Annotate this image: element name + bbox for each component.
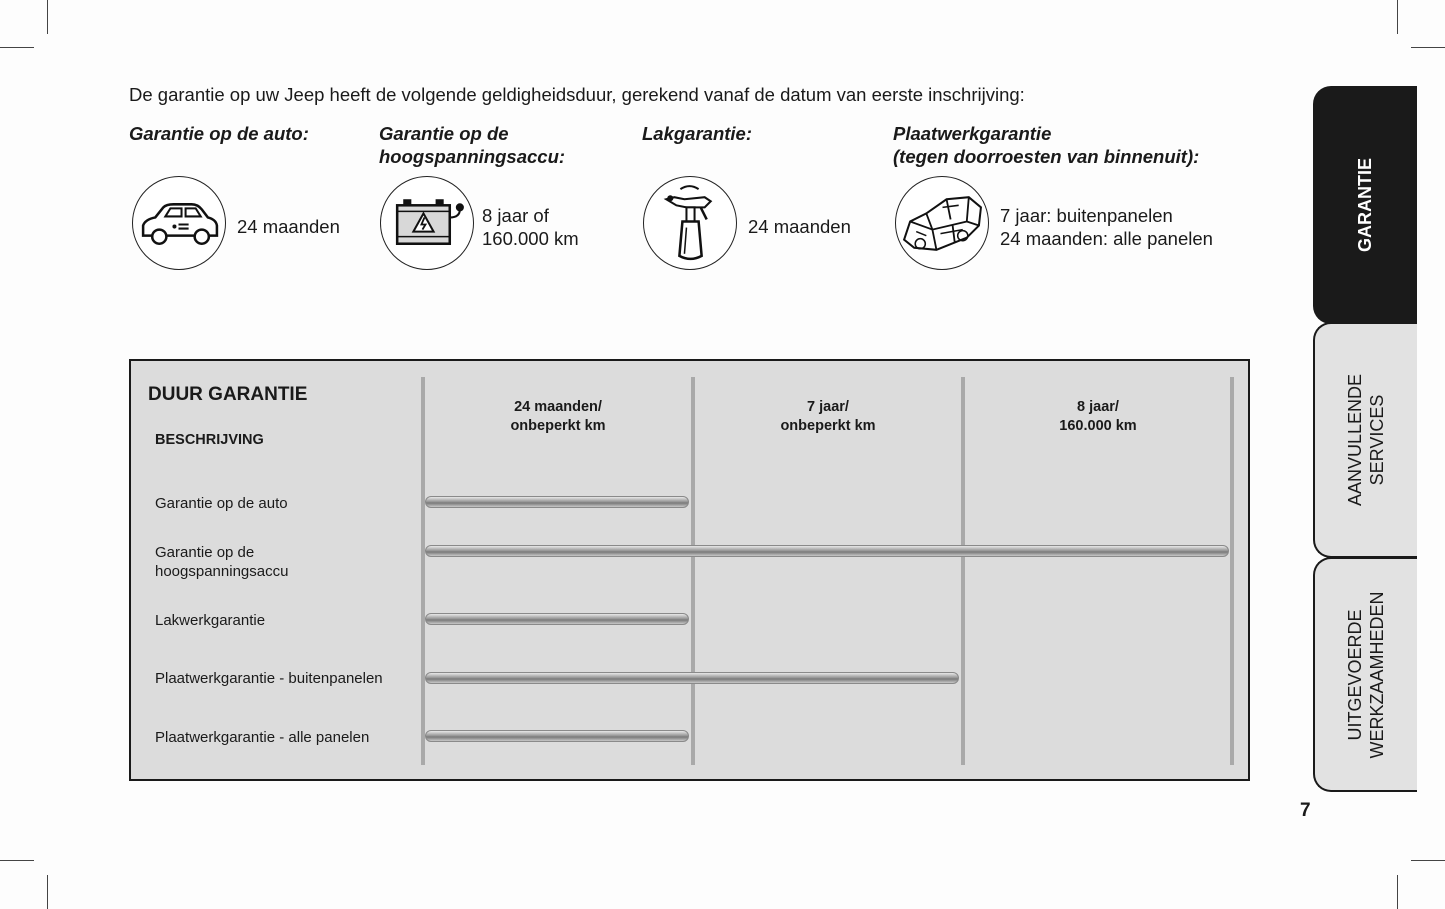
tab-garantie[interactable]	[1313, 86, 1417, 324]
coverage-bar	[425, 672, 959, 684]
category-value-auto: 24 maanden	[237, 216, 340, 237]
tab-uitgevoerde-werkzaamheden[interactable]	[1313, 557, 1417, 792]
crop-mark	[0, 860, 34, 861]
table-description-header: BESCHRIJVING	[155, 432, 264, 448]
row-label: Plaatwerkgarantie - alle panelen	[155, 729, 370, 746]
battery-icon	[380, 176, 474, 270]
tab-aanvullende-services[interactable]	[1313, 322, 1417, 558]
category-value-battery: 8 jaar of 160.000 km	[482, 205, 579, 249]
crop-mark	[1411, 47, 1445, 48]
coverage-bar	[425, 613, 689, 625]
category-title-body: Plaatwerkgarantie (tegen doorroesten van binnenuit):	[893, 123, 1200, 167]
row-label: Garantie op de auto	[155, 495, 288, 512]
row-label: Garantie op de hoogspanningsaccu	[155, 544, 289, 580]
crop-mark	[1397, 875, 1398, 909]
car-icon	[132, 176, 226, 270]
tab-label: AANVULLENDE SERVICES	[1345, 373, 1387, 507]
crop-mark	[0, 47, 34, 48]
coverage-bar	[425, 496, 689, 508]
row-label: Lakwerkgarantie	[155, 612, 266, 629]
crop-mark	[1397, 0, 1398, 34]
category-title-battery: Garantie op de hoogspanningsaccu:	[379, 123, 566, 167]
row-label: Plaatwerkgarantie - buitenpanelen	[155, 670, 383, 687]
category-title-auto: Garantie op de auto:	[129, 123, 309, 144]
column-header: 8 jaar/ 160.000 km	[1059, 399, 1137, 434]
crop-mark	[1411, 860, 1445, 861]
column-header: 24 maanden/ onbeperkt km	[510, 399, 606, 434]
category-value-paint: 24 maanden	[748, 216, 851, 237]
coverage-bar	[425, 545, 1229, 557]
intro-text: De garantie op uw Jeep heeft de volgende geldigheidsduur, gerekend vanaf de datum van eerste inschrijving:	[129, 84, 1025, 105]
category-value-body: 7 jaar: buitenpanelen 24 maanden: alle panelen	[1000, 205, 1213, 249]
category-title-paint: Lakgarantie:	[642, 123, 753, 144]
car-body-icon	[895, 176, 989, 270]
tab-label: GARANTIE	[1355, 158, 1375, 252]
page-number: 7	[1300, 800, 1311, 821]
crop-mark	[47, 0, 48, 34]
table-title: DUUR GARANTIE	[148, 384, 308, 405]
warranty-duration-table	[129, 359, 1250, 781]
spray-gun-icon	[643, 176, 737, 270]
tab-label: UITGEVOERDE WERKZAAMHEDEN	[1345, 590, 1387, 759]
column-header: 7 jaar/ onbeperkt km	[780, 399, 876, 434]
crop-mark	[47, 875, 48, 909]
coverage-bar	[425, 730, 689, 742]
